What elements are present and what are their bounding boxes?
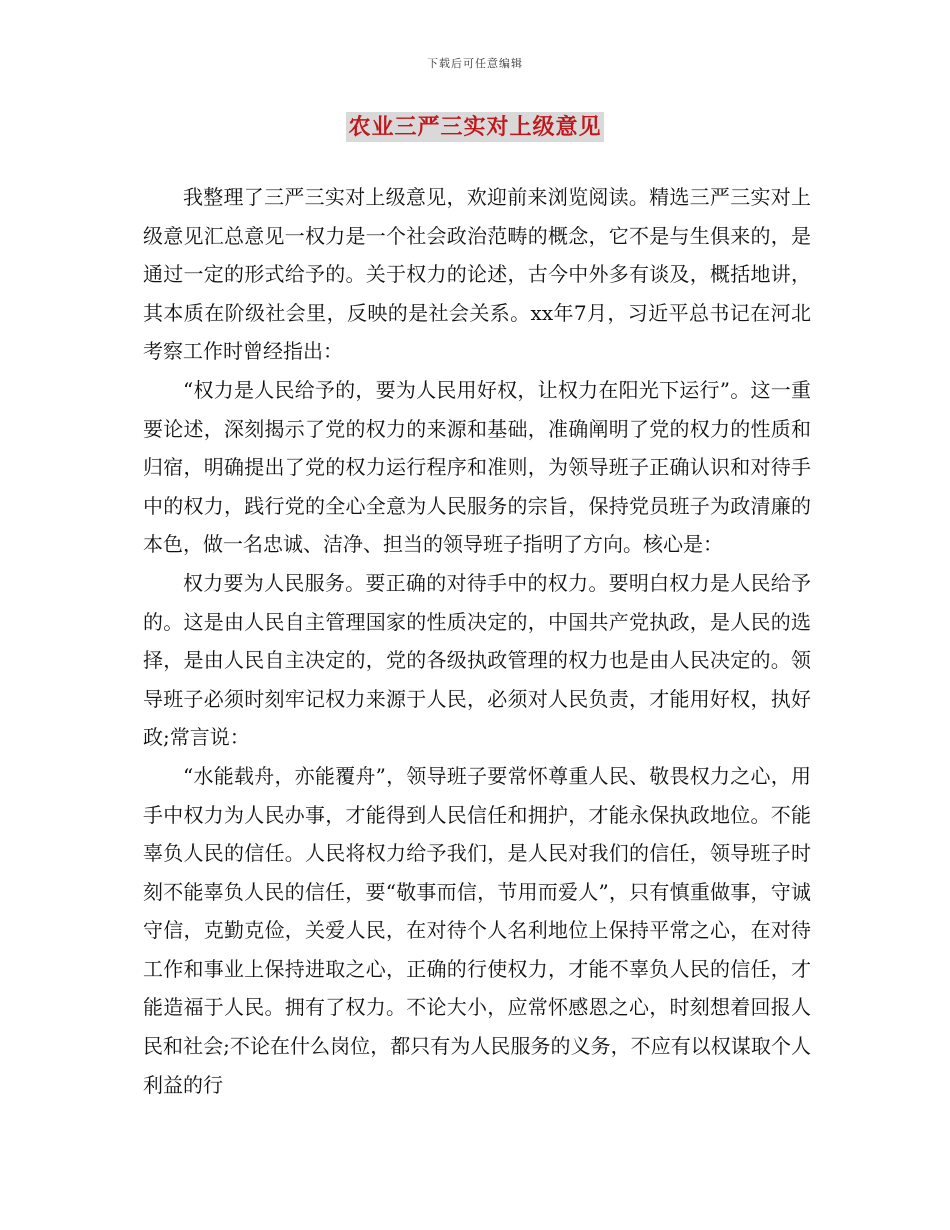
- document-body: [143, 178, 811, 1104]
- document-title: 农业三严三实对上级意见: [348, 114, 602, 140]
- paragraph: 权力要为人民服务。要正确的对待手中的权力。要明白权力是人民给予的。这是由人民自主管理国家的性质决定的，中国共产党执政，是人民的选择，是由人民自主决定的，党的各级执政管理的权力也是由人民决定的。领导班子必须时刻牢记权力来源于人民，必须对人民负责，才能用好权，执好政;常言说：: [143, 570, 811, 750]
- title-container: [0, 112, 950, 142]
- paragraph: “权力是人民给予的，要为人民用好权，让权力在阳光下运行”。这一重要论述，深刻揭示了党的权力的来源和基础，准确阐明了党的权力的性质和归宿，明确提出了党的权力运行程序和准则，为领导班子正确认识和对待手中的权力，践行党的全心全意为人民服务的宗旨，保持党员班子为政清廉的本色，做一名忠诚、洁净、担当的领导班子指明了方向。核心是：: [143, 377, 811, 557]
- paragraph: “水能载舟，亦能覆舟”，领导班子要常怀尊重人民、敬畏权力之心，用手中权力为人民办事，才能得到人民信任和拥护，才能永保执政地位。不能辜负人民的信任。人民将权力给予我们，是人民对我们的信任，领导班子时刻不能辜负人民的信任，要“敬事而信，节用而爱人”，只有慎重做事，守诚守信，克勤克俭，关爱人民，在对待个人名利地位上保持平常之心，在对待工作和事业上保持进取之心，正确的行使权力，才能不辜负人民的信任，才能造福于人民。拥有了权力。不论大小，应常怀感恩之心，时刻想着回报人民和社会;不论在什么岗位，都只有为人民服务的义务，不应有以权谋取个人利益的行: [143, 763, 811, 1097]
- paragraph: 我整理了三严三实对上级意见，欢迎前来浏览阅读。精选三严三实对上级意见汇总意见一权力是一个社会政治范畴的概念，它不是与生俱来的，是通过一定的形式给予的。关于权力的论述，古今中外多有谈及，概括地讲，其本质在阶级社会里，反映的是社会关系。xx年7月，习近平总书记在河北考察工作时曾经指出：: [143, 185, 811, 364]
- header-note: 下载后可任意编辑: [427, 57, 523, 70]
